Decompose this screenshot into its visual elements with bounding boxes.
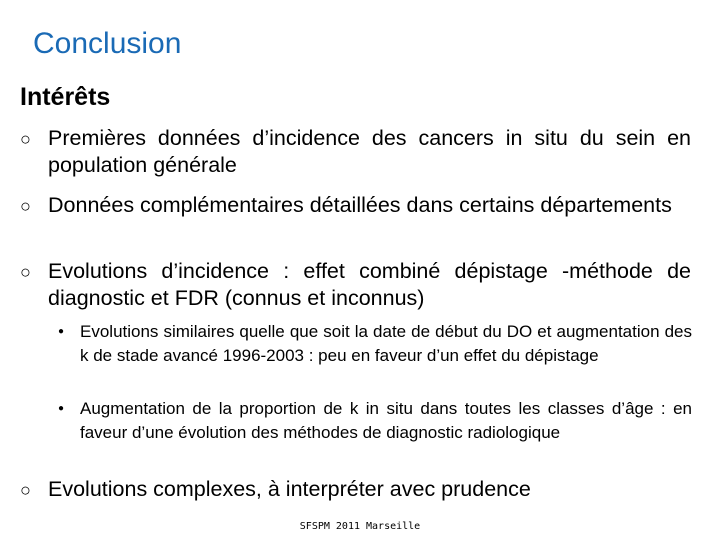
bullet-item: [20, 192, 691, 219]
bullet-item: [20, 258, 691, 312]
circle-bullet-icon: ○: [20, 262, 31, 282]
bullet-text: Evolutions d’incidence : effet combiné dépistage -méthode de diagnostic et FDR (connus et inconnus): [48, 259, 691, 310]
circle-bullet-icon: ○: [20, 480, 31, 500]
dot-bullet-icon: ●: [58, 326, 65, 337]
bullet-item: [20, 476, 691, 503]
section-heading: Intérêts: [20, 83, 111, 111]
sub-bullet-text: Evolutions similaires quelle que soit la date de début du DO et augmentation des k de stade avancé 1996-2003 : peu en faveur d’un effet du dépistage: [80, 322, 692, 365]
bullet-text: Données complémentaires détaillées dans certains départements: [48, 193, 672, 217]
sub-bullet-item: [58, 320, 692, 368]
slide-footer: SFSPM 2011 Marseille: [299, 521, 421, 532]
bullet-item: [20, 125, 691, 179]
slide-title: Conclusion: [33, 27, 182, 60]
circle-bullet-icon: ○: [20, 129, 31, 149]
sub-bullet-item: [58, 397, 692, 445]
dot-bullet-icon: ●: [58, 403, 65, 414]
sub-bullet-text: Augmentation de la proportion de k in situ dans toutes les classes d’âge : en faveur d’une évolution des méthodes de diagnostic radiologique: [80, 399, 692, 442]
circle-bullet-icon: ○: [20, 196, 31, 216]
bullet-text: Evolutions complexes, à interpréter avec prudence: [48, 477, 531, 501]
bullet-text: Premières données d’incidence des cancers in situ du sein en population générale: [48, 126, 691, 177]
